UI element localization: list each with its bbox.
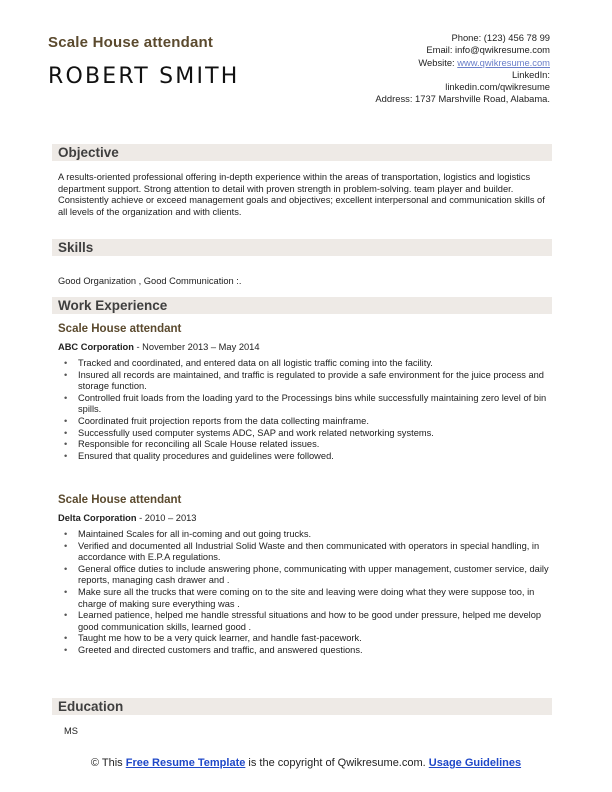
list-item: • General office duties to include answering phone, communicating with upper management, customer service, daily reports, managing cash drawer and . bbox=[58, 564, 550, 587]
usage-guidelines-link[interactable]: Usage Guidelines bbox=[428, 757, 522, 769]
skills-title: Skills bbox=[58, 240, 94, 255]
free-resume-template-link[interactable]: Free Resume Template bbox=[125, 757, 246, 769]
skills-section-header bbox=[52, 239, 552, 256]
contact-phone: Phone: (123) 456 78 99 bbox=[451, 32, 550, 43]
company-name-1: ABC Corporation bbox=[58, 342, 134, 352]
website-link[interactable]: www.qwikresume.com bbox=[457, 56, 550, 68]
contact-email: Email: info@qwikresume.com bbox=[426, 44, 550, 56]
company-name-2: Delta Corporation bbox=[58, 513, 137, 523]
list-item: • Insured all records are maintained, and traffic is regulated to provide a safe environment for the juice process and storage function. bbox=[58, 370, 550, 393]
job-title-2: Scale House attendant bbox=[58, 494, 182, 506]
contact-website bbox=[350, 57, 550, 69]
education-section-header bbox=[52, 698, 552, 715]
header-job-title: Scale House attendant bbox=[48, 34, 214, 51]
contact-block bbox=[350, 32, 550, 106]
company-line-1 bbox=[58, 342, 260, 352]
education-title: Education bbox=[58, 699, 124, 714]
list-item: • Controlled fruit loads from the loading yard to the Processings bins while successfully maintaining zero level of bin spills. bbox=[58, 393, 550, 416]
list-item: • Taught me how to be a very quick learner, and handle fast-pacework. bbox=[58, 633, 550, 645]
skills-text: Good Organization , Good Communication :. bbox=[58, 276, 242, 286]
list-item: • Successfully used computer systems ADC, SAP and work related networking systems. bbox=[58, 428, 550, 440]
candidate-name: ROBERT SMITH bbox=[48, 64, 240, 89]
list-item: • Greeted and directed customers and traffic, and answered questions. bbox=[58, 645, 550, 657]
list-item: • Tracked and coordinated, and entered data on all logistic traffic coming into the facility. bbox=[58, 358, 550, 370]
job-bullets-2 bbox=[58, 529, 550, 657]
education-text: MS bbox=[64, 726, 78, 736]
company-line-2 bbox=[58, 513, 196, 523]
job-bullets-1 bbox=[58, 358, 550, 462]
list-item: • Verified and documented all Industrial Solid Waste and then communicated with operators in special handling, in accordance with E.P.A regulations. bbox=[58, 541, 550, 564]
objective-text: A results-oriented professional offering in-depth experience within the areas of transportation, logistics and logistics department support. Strong attention to detail with proven strength in problem-solving. team player and builder. Consistently achieve or exceed management goals and objectives; excellent interpersonal and communication skills of all levels of the organization and with clients. bbox=[58, 172, 545, 217]
footer-prefix: © This bbox=[90, 757, 126, 769]
list-item: • Ensured that quality procedures and guidelines were followed. bbox=[58, 451, 550, 463]
list-item: • Make sure all the trucks that were coming on to the site and leaving were doing what they were suppose too, in charge of making sure everything was . bbox=[58, 587, 550, 610]
list-item: • Maintained Scales for all in-coming and out going trucks. bbox=[58, 529, 550, 541]
contact-linkedin-label: LinkedIn: bbox=[511, 68, 550, 80]
job-dates-1: - November 2013 – May 2014 bbox=[133, 342, 260, 352]
footer bbox=[0, 756, 612, 770]
list-item: • Coordinated fruit projection reports from the data collecting mainframe. bbox=[58, 416, 550, 428]
list-item: • Learned patience, helped me handle stressful situations and how to be good under pressure, helped me develop good communication skills, learned good . bbox=[58, 610, 550, 633]
job-title-1: Scale House attendant bbox=[58, 323, 182, 335]
footer-middle: is the copyright of Qwikresume.com. bbox=[245, 757, 429, 769]
contact-website-label: Website: bbox=[418, 56, 458, 68]
contact-linkedin-value: linkedin.com/qwikresume bbox=[445, 81, 550, 93]
job-dates-2: - 2010 – 2013 bbox=[136, 513, 197, 523]
work-title: Work Experience bbox=[58, 298, 168, 313]
list-item: • Responsible for reconciling all Scale House related issues. bbox=[58, 439, 550, 451]
objective-title: Objective bbox=[58, 145, 119, 160]
work-section-header bbox=[52, 297, 552, 314]
contact-address: Address: 1737 Marshville Road, Alabama. bbox=[375, 93, 550, 105]
objective-section-header bbox=[52, 144, 552, 161]
